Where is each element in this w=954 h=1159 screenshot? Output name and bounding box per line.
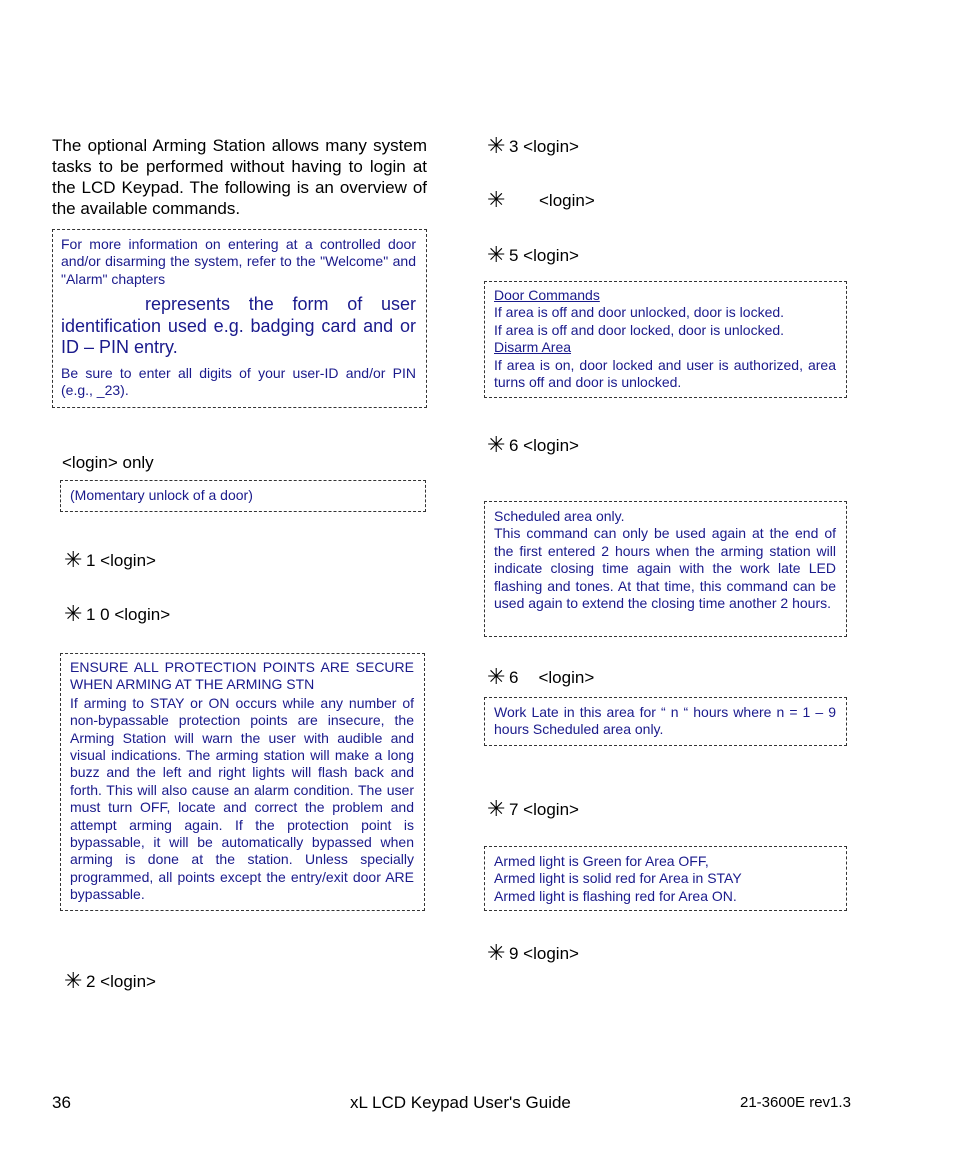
door-line-2: If area is off and door locked, door is unlocked. xyxy=(494,321,785,338)
scheduled-box xyxy=(484,501,847,637)
scheduled-title: Scheduled area only. xyxy=(494,508,625,524)
info-box xyxy=(52,229,427,408)
command-3 xyxy=(487,133,579,158)
asterisk-icon: ✳ xyxy=(487,796,506,821)
work-late-text: Work Late in this area for “ n “ hours where n = 1 – 9 hours Scheduled area only. xyxy=(494,704,836,738)
info-login-text: represents the form of user identification used e.g. badging card and or ID – PIN entry. xyxy=(61,294,416,358)
command-label: 5 <login> xyxy=(509,246,579,265)
asterisk-icon: ✳ xyxy=(487,133,506,158)
command-9 xyxy=(487,940,579,965)
command-label: 9 <login> xyxy=(509,944,579,963)
door-commands-title: Door Commands xyxy=(494,287,600,303)
asterisk-icon: ✳ xyxy=(487,432,506,457)
document-id: 21-3600E rev1.3 xyxy=(740,1094,851,1111)
info-digits-text: Be sure to enter all digits of your user-ID and/or PIN (e.g., _23). xyxy=(61,364,416,399)
page-number: 36 xyxy=(52,1093,71,1112)
ensure-body: If arming to STAY or ON occurs while any number of non-bypassable protection points are insecure, the Arming Station will warn the user with audible and visual indications. The arming station will make a long buzz and the left and right lights will flash back and forth. This will also cause an alarm condition. The user must turn OFF, locate and correct the problem and attempt arming again. If the protection point is bypassable, it will be automatically bypassed when arming is done at the station. Unless specially programmed, all points except the entry/exit door ARE bypassable. xyxy=(70,694,414,903)
command-label: 6 <login> xyxy=(509,436,579,455)
door-commands-box xyxy=(484,281,847,398)
command-label: <login> xyxy=(538,668,595,687)
asterisk-icon: ✳ xyxy=(487,664,506,689)
asterisk-icon: ✳ xyxy=(487,242,506,267)
command-label: 2 <login> xyxy=(86,972,156,991)
asterisk-icon: ✳ xyxy=(487,187,506,212)
momentary-note xyxy=(60,480,426,512)
command-number: 6 xyxy=(509,668,519,687)
asterisk-icon: ✳ xyxy=(64,968,83,993)
asterisk-icon: ✳ xyxy=(487,940,506,965)
command-label: 3 <login> xyxy=(509,137,579,156)
command-4 xyxy=(487,187,595,212)
ensure-warning-box xyxy=(60,653,425,911)
armed-light-box xyxy=(484,846,847,911)
command-label: <login> xyxy=(539,191,595,210)
work-late-box xyxy=(484,697,847,746)
command-6n xyxy=(487,664,595,689)
command-5 xyxy=(487,242,579,267)
scheduled-body: This command can only be used again at the end of the first entered 2 hours when the arming station will indicate closing time again with the work late LED flashing and tones. At that time, this command can be used again to extend the closing time another 2 hours. xyxy=(494,525,836,612)
disarm-title: Disarm Area xyxy=(494,339,572,356)
command-label: 1 <login> xyxy=(86,551,156,570)
command-6 xyxy=(487,432,579,457)
command-2 xyxy=(64,968,156,993)
momentary-text: (Momentary unlock of a door) xyxy=(70,487,253,503)
intro-paragraph: The optional Arming Station allows many system tasks to be performed without having to login at the LCD Keypad. The following is an overview of the available commands. xyxy=(52,136,427,218)
disarm-line: If area is on, door locked and user is authorized, area turns off and door is unlocked. xyxy=(494,356,836,391)
command-login-only xyxy=(62,453,154,473)
command-1 xyxy=(64,547,156,572)
armed-line-3: Armed light is flashing red for Area ON. xyxy=(494,887,737,904)
ensure-heading: ENSURE ALL PROTECTION POINTS ARE SECURE WHEN ARMING AT THE ARMING STN xyxy=(70,659,414,693)
guide-title: xL LCD Keypad User's Guide xyxy=(350,1093,571,1112)
asterisk-icon: ✳ xyxy=(64,547,83,572)
command-7 xyxy=(487,796,579,821)
door-line-1: If area is off and door unlocked, door is locked. xyxy=(494,304,785,321)
command-label: 7 <login> xyxy=(509,800,579,819)
asterisk-icon: ✳ xyxy=(64,601,83,626)
command-10 xyxy=(64,601,171,626)
armed-line-2: Armed light is solid red for Area in STAY xyxy=(494,870,742,887)
command-label: 1 0 <login> xyxy=(86,605,171,624)
command-label: <login> only xyxy=(62,453,154,472)
armed-line-1: Armed light is Green for Area OFF, xyxy=(494,853,709,869)
info-reference-text: For more information on entering at a controlled door and/or disarming the system, refer to the "Welcome" and "Alarm" chapters xyxy=(61,236,416,287)
